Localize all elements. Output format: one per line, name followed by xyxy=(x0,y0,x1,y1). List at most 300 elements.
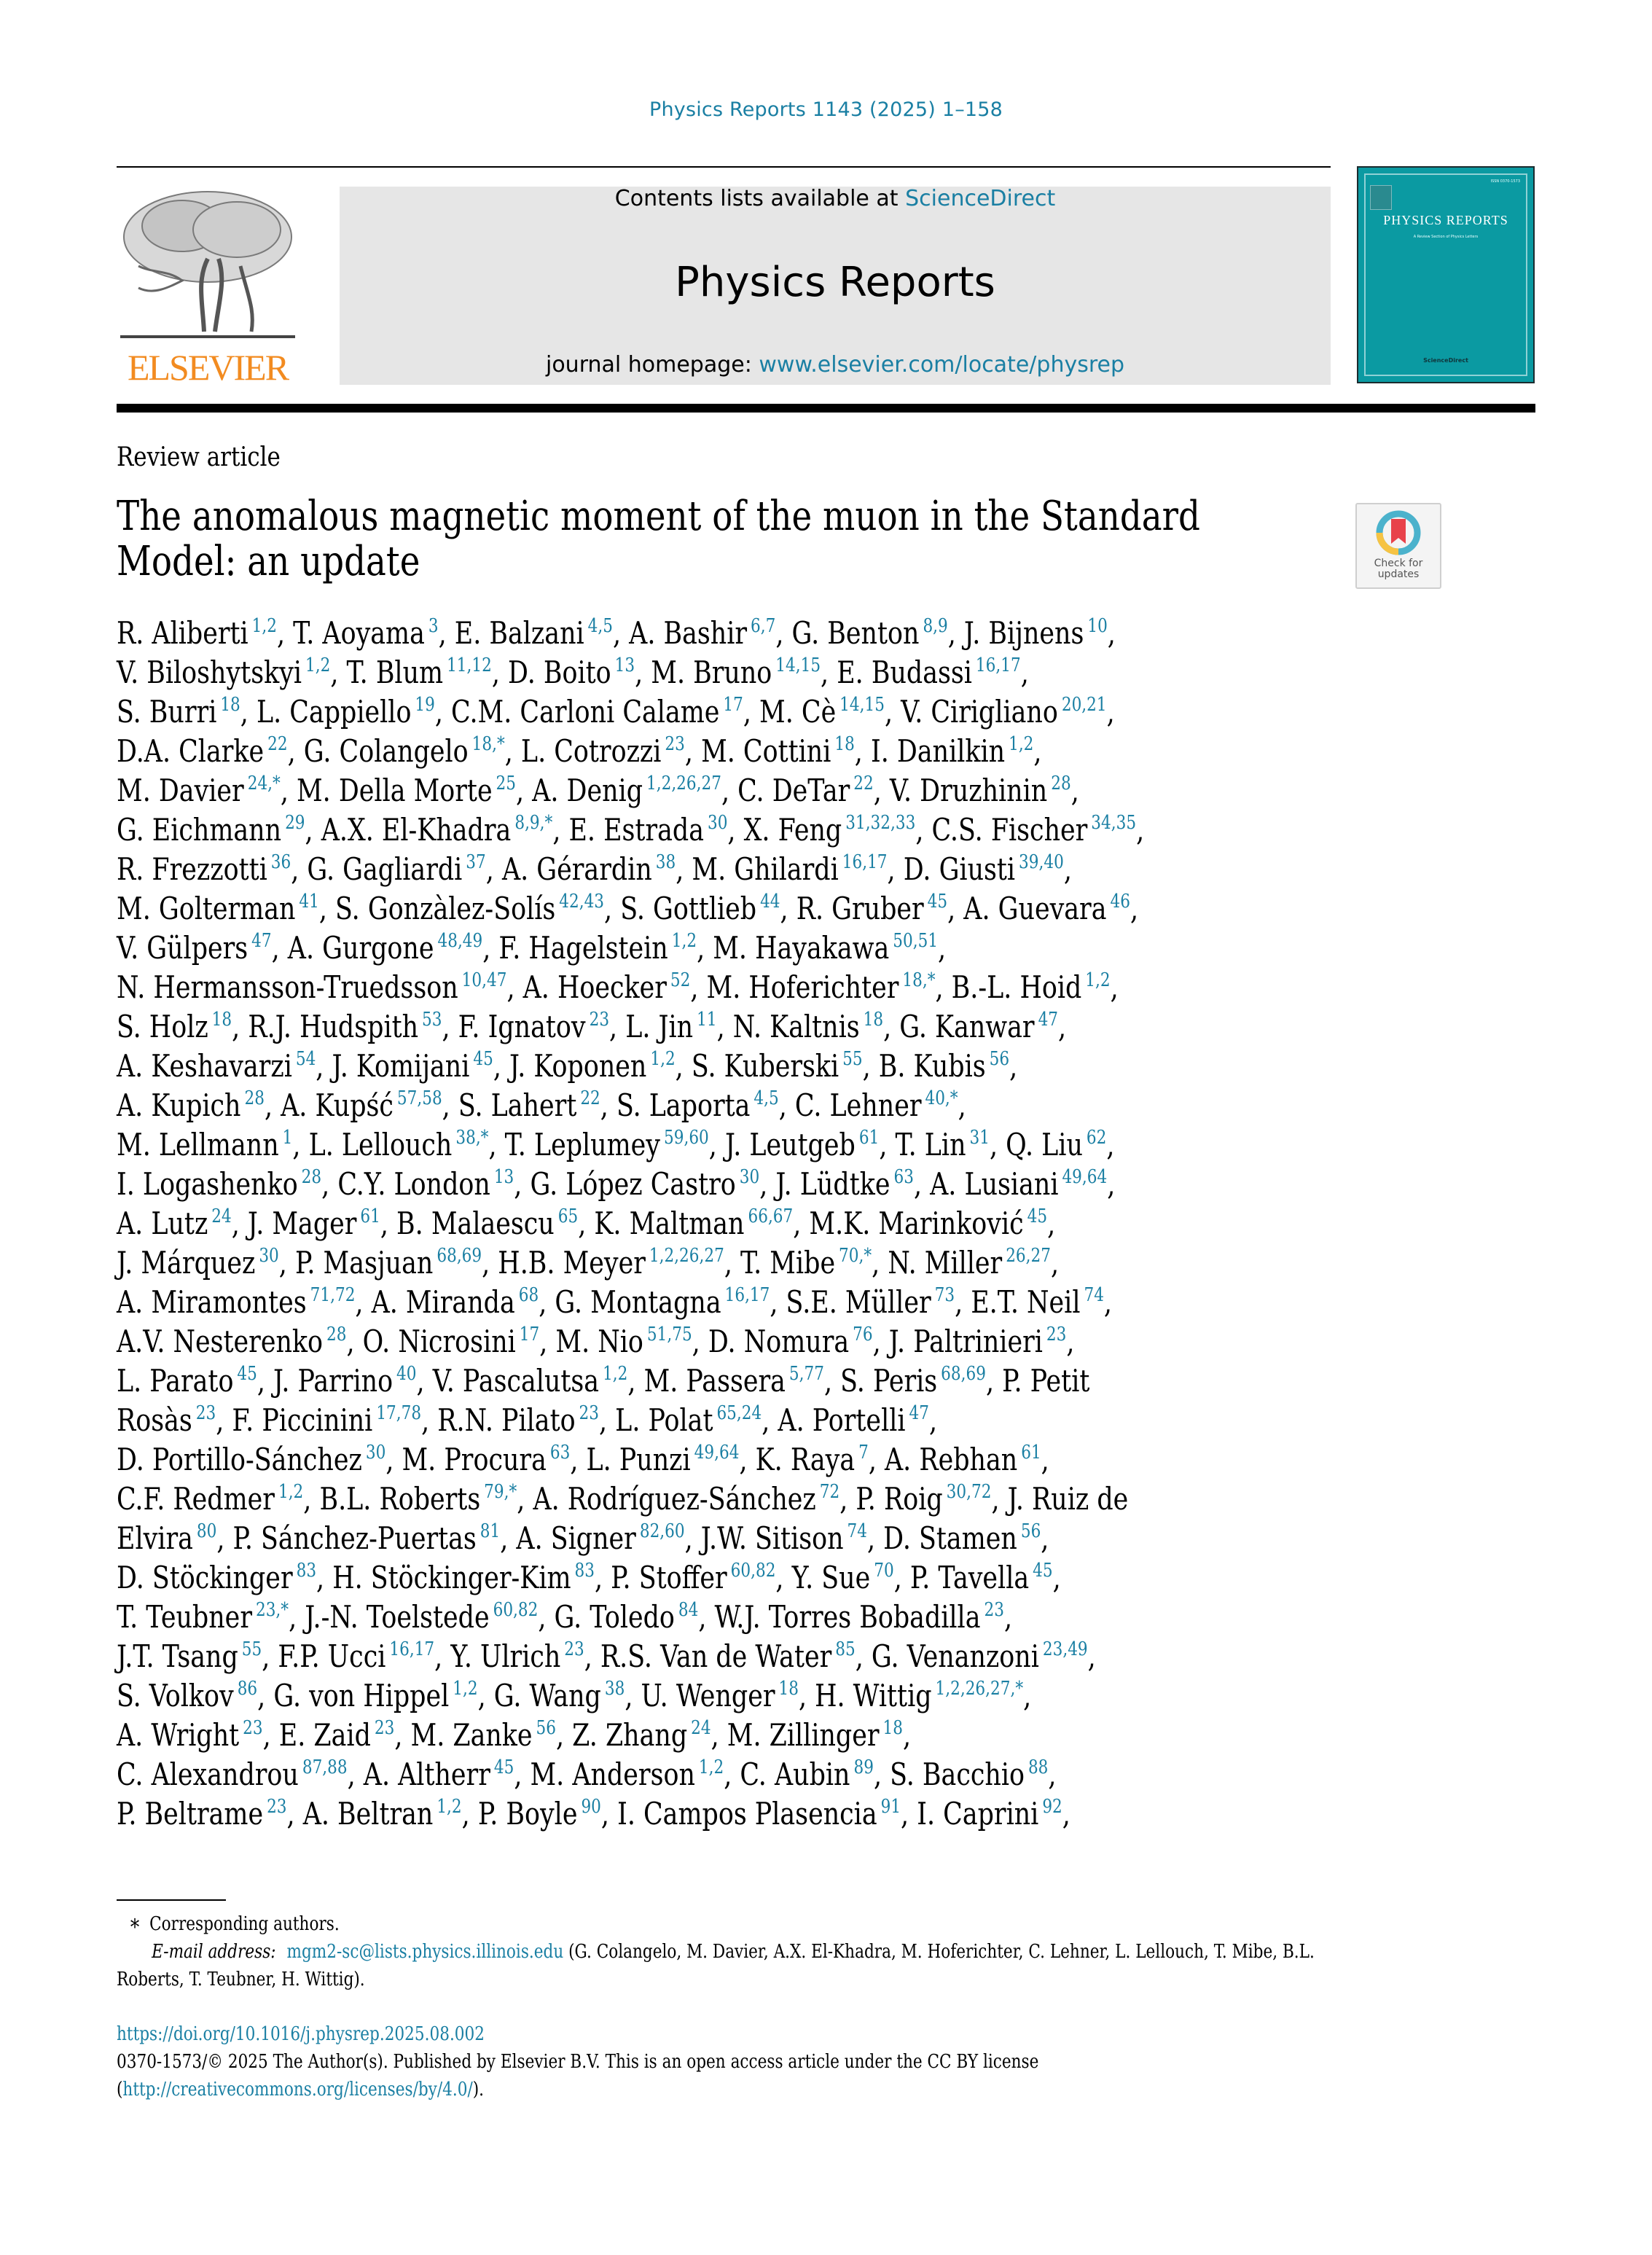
author-separator: , xyxy=(539,1324,556,1359)
author-name: K. Maltman xyxy=(594,1205,745,1241)
author-separator: , xyxy=(867,1520,884,1556)
author-name: P. Sánchez-Puertas xyxy=(232,1520,477,1556)
affiliation-link[interactable]: 24,* xyxy=(247,773,281,794)
affiliation-link[interactable]: 11 xyxy=(697,1009,717,1031)
elsevier-wordmark: ELSEVIER xyxy=(127,347,289,388)
author-separator: , xyxy=(958,1087,966,1123)
article-type: Review article xyxy=(117,442,281,472)
author-separator: , xyxy=(240,694,257,730)
affiliation-link[interactable]: 84 xyxy=(678,1599,699,1621)
affiliation-link[interactable]: 30 xyxy=(707,812,728,834)
author-name: G. Toledo xyxy=(554,1599,675,1635)
author-separator: , xyxy=(1052,1560,1061,1595)
affiliation-link[interactable]: 83 xyxy=(296,1560,317,1582)
author-name: G. Kanwar xyxy=(899,1009,1035,1044)
author-name: M. Bruno xyxy=(651,654,772,690)
affiliation-link[interactable]: 23 xyxy=(589,1009,610,1031)
affiliation-link[interactable]: 70,* xyxy=(839,1245,872,1267)
affiliation-link[interactable]: 1,2 xyxy=(278,1481,304,1503)
affiliation-link[interactable]: 23 xyxy=(243,1717,263,1739)
affiliation-link[interactable]: 17 xyxy=(723,694,743,716)
affiliation-link[interactable]: 68,69 xyxy=(941,1363,986,1385)
author-separator: , xyxy=(884,694,901,730)
author-separator: , xyxy=(1106,1127,1115,1162)
affiliation-link[interactable]: 18 xyxy=(863,1009,884,1031)
affiliation-link[interactable]: 87,88 xyxy=(302,1756,348,1778)
affiliation-link[interactable]: 30 xyxy=(739,1166,760,1188)
affiliation-link[interactable]: 90 xyxy=(581,1796,601,1818)
author-separator: , xyxy=(1023,1678,1032,1713)
affiliation-link[interactable]: 23 xyxy=(564,1638,584,1660)
affiliation-link[interactable]: 23,* xyxy=(255,1599,289,1621)
author-name: M. Passera xyxy=(643,1363,786,1399)
author-separator: , xyxy=(584,1638,600,1674)
affiliation-link[interactable]: 30 xyxy=(365,1442,386,1463)
affiliation-link[interactable]: 23 xyxy=(665,733,685,755)
author-separator: , xyxy=(1050,1245,1060,1281)
affiliation-link[interactable]: 45 xyxy=(493,1756,514,1778)
author-name: G. Gagliardi xyxy=(307,851,463,887)
affiliation-link[interactable]: 23,49 xyxy=(1042,1638,1088,1660)
author-separator: , xyxy=(985,1363,1003,1399)
affiliation-link[interactable]: 16,17 xyxy=(842,851,888,873)
affiliation-link[interactable]: 68 xyxy=(518,1284,539,1306)
author-name: M. Davier xyxy=(117,773,244,808)
affiliation-link[interactable]: 61 xyxy=(858,1127,880,1149)
author-name: J.W. Sitison xyxy=(700,1520,844,1556)
affiliation-link[interactable]: 25 xyxy=(496,773,517,794)
author-name: F. Hagelstein xyxy=(498,930,668,966)
author-name: J. Ruiz de xyxy=(1007,1481,1129,1517)
author-separator: , xyxy=(280,773,297,808)
author-name: A.X. El-Khadra xyxy=(321,812,512,848)
affiliation-link[interactable]: 40,* xyxy=(925,1087,958,1109)
affiliation-link[interactable]: 18 xyxy=(882,1717,903,1739)
author-name: S. Gonzàlez-Solís xyxy=(335,891,556,926)
affiliation-link[interactable]: 49,64 xyxy=(694,1442,740,1463)
affiliation-link[interactable]: 23 xyxy=(1046,1324,1067,1345)
affiliation-link[interactable]: 56 xyxy=(989,1048,1010,1070)
affiliation-link[interactable]: 36 xyxy=(270,851,291,873)
affiliation-link[interactable]: 72 xyxy=(819,1481,840,1503)
author-separator: , xyxy=(232,1009,248,1044)
author-separator: , xyxy=(493,1048,510,1084)
affiliation-link[interactable]: 18,* xyxy=(902,969,936,991)
author-separator: , xyxy=(461,1796,478,1832)
author-separator: , xyxy=(1041,1442,1049,1477)
affiliation-link[interactable]: 16,17 xyxy=(975,654,1021,676)
affiliation-link[interactable]: 39,40 xyxy=(1019,851,1064,873)
author-name: D. Nomura xyxy=(708,1324,850,1359)
affiliation-link[interactable]: 74 xyxy=(847,1520,868,1542)
cover-elsevier-icon xyxy=(1370,185,1392,210)
author-line xyxy=(117,732,1381,771)
author-name: M. Lellmann xyxy=(117,1127,279,1162)
author-separator: , xyxy=(854,733,871,769)
affiliation-link[interactable]: 74 xyxy=(1084,1284,1104,1306)
affiliation-link[interactable]: 85 xyxy=(835,1638,856,1660)
affiliation-link[interactable]: 60,82 xyxy=(493,1599,539,1621)
author-name: N. Hermansson-Truedsson xyxy=(117,969,458,1005)
author-name: T. Lin xyxy=(895,1127,966,1162)
affiliation-link[interactable]: 51,75 xyxy=(646,1324,692,1345)
affiliation-link[interactable]: 50,51 xyxy=(893,930,939,952)
author-name: M.K. Marinković xyxy=(809,1205,1024,1241)
author-name: O. Nicrosini xyxy=(362,1324,516,1359)
author-separator: , xyxy=(303,1481,320,1517)
affiliation-link[interactable]: 46 xyxy=(1110,891,1130,912)
affiliation-link[interactable]: 47 xyxy=(1038,1009,1059,1031)
author-separator: , xyxy=(556,1717,573,1753)
author-name: A.V. Nesterenko xyxy=(117,1324,324,1359)
author-separator: , xyxy=(604,891,621,926)
author-name: L. Cappiello xyxy=(256,694,412,730)
affiliation-link[interactable]: 52 xyxy=(670,969,691,991)
affiliation-link[interactable]: 63 xyxy=(549,1442,571,1463)
author-separator: , xyxy=(538,1599,555,1635)
affiliation-link[interactable]: 14,15 xyxy=(839,694,885,716)
affiliation-link[interactable]: 3 xyxy=(428,615,439,637)
affiliation-link[interactable]: 30,72 xyxy=(946,1481,992,1503)
affiliation-link[interactable]: 26,27 xyxy=(1006,1245,1051,1267)
affiliation-link[interactable]: 66,67 xyxy=(748,1205,794,1227)
affiliation-link[interactable]: 6,7 xyxy=(751,615,776,637)
author-name: R.N. Pilato xyxy=(437,1402,576,1438)
affiliation-link[interactable]: 1,2 xyxy=(1009,733,1034,755)
author-line xyxy=(117,1086,1381,1125)
header-rule xyxy=(117,166,1331,168)
author-name: K. Raya xyxy=(755,1442,856,1477)
author-name: Elvira xyxy=(117,1520,193,1556)
journal-homepage-link[interactable]: www.elsevier.com/locate/physrep xyxy=(759,352,1125,378)
affiliation-link[interactable]: 19 xyxy=(415,694,435,716)
author-separator: , xyxy=(442,1009,458,1044)
author-separator: , xyxy=(500,1520,517,1556)
author-separator: , xyxy=(292,1127,309,1162)
author-name: M. Zillinger xyxy=(727,1717,880,1753)
author-name: C. Aubin xyxy=(740,1756,850,1792)
affiliation-link[interactable]: 1,2 xyxy=(671,930,697,952)
author-separator: , xyxy=(692,1324,708,1359)
affiliation-link[interactable]: 1,2 xyxy=(251,615,277,637)
affiliation-link[interactable]: 91 xyxy=(880,1796,901,1818)
author-name: V. Biloshytskyi xyxy=(117,654,302,690)
affiliation-link[interactable]: 28 xyxy=(301,1166,322,1188)
affiliation-link[interactable]: 1,2 xyxy=(453,1678,478,1700)
author-separator: , xyxy=(600,1796,618,1832)
author-name: A. Rodríguez-Sánchez xyxy=(533,1481,816,1517)
journal-cover-thumbnail[interactable] xyxy=(1357,166,1535,383)
affiliation-link[interactable]: 1,2,26,27 xyxy=(649,1245,724,1267)
affiliation-link[interactable]: 31 xyxy=(969,1127,990,1149)
affiliation-link[interactable]: 1,2 xyxy=(698,1756,724,1778)
author-separator: , xyxy=(778,1087,795,1123)
affiliation-link[interactable]: 18,* xyxy=(471,733,505,755)
affiliation-link[interactable]: 38 xyxy=(604,1678,625,1700)
affiliation-link[interactable]: 82,60 xyxy=(639,1520,685,1542)
author-separator: , xyxy=(872,1245,888,1281)
affiliation-link[interactable]: 10,47 xyxy=(461,969,507,991)
author-separator: , xyxy=(380,1205,397,1241)
author-line xyxy=(117,1322,1381,1361)
affiliation-link[interactable]: 56 xyxy=(1020,1520,1041,1542)
email-names-cont: Roberts, T. Teubner, H. Wittig). xyxy=(117,1969,365,1990)
author-name: Rosàs xyxy=(117,1402,192,1438)
affiliation-link[interactable]: 8,9,* xyxy=(514,812,553,834)
author-separator: , xyxy=(1070,773,1079,808)
author-name: S. Burri xyxy=(117,694,217,730)
author-separator: , xyxy=(231,1205,248,1241)
affiliation-link[interactable]: 4,5 xyxy=(587,615,614,637)
doi-link[interactable]: https://doi.org/10.1016/j.physrep.2025.08.002 xyxy=(117,2023,485,2045)
affiliation-link[interactable]: 1,2 xyxy=(650,1048,676,1070)
affiliation-link[interactable]: 30 xyxy=(259,1245,279,1267)
author-separator: , xyxy=(793,1205,810,1241)
email-link[interactable]: mgm2-sc@lists.physics.illinois.edu xyxy=(286,1941,564,1963)
author-line xyxy=(117,1165,1381,1204)
affiliation-link[interactable]: 28 xyxy=(326,1324,347,1345)
affiliation-link[interactable]: 80 xyxy=(196,1520,217,1542)
author-name: M. Della Morte xyxy=(296,773,493,808)
affiliation-link[interactable]: 18 xyxy=(220,694,240,716)
author-separator: , xyxy=(873,773,890,808)
author-name: T. Blum xyxy=(346,654,444,690)
author-separator: , xyxy=(873,1756,890,1792)
affiliation-link[interactable]: 68,69 xyxy=(437,1245,482,1267)
check-for-updates-button[interactable] xyxy=(1355,503,1441,589)
affiliation-link[interactable]: 16,17 xyxy=(389,1638,435,1660)
author-separator: , xyxy=(504,733,521,769)
author-separator: , xyxy=(928,1402,938,1438)
author-name: A. Lusiani xyxy=(930,1166,1059,1202)
affiliation-link[interactable]: 61 xyxy=(360,1205,380,1227)
affiliation-link[interactable]: 11,12 xyxy=(447,654,492,676)
affiliation-link[interactable]: 54 xyxy=(295,1048,316,1070)
author-name: L. Jin xyxy=(625,1009,694,1044)
affiliation-link[interactable]: 1,2,26,27,* xyxy=(935,1678,1024,1700)
affiliation-link[interactable]: 37 xyxy=(466,851,486,873)
affiliation-link[interactable]: 29 xyxy=(285,812,305,834)
author-name: L. Parato xyxy=(117,1363,234,1399)
author-separator: , xyxy=(770,1284,786,1320)
affiliation-link[interactable]: 17 xyxy=(519,1324,540,1345)
affiliation-link[interactable]: 73 xyxy=(934,1284,955,1306)
author-name: N. Miller xyxy=(888,1245,1003,1281)
author-separator: , xyxy=(855,1638,872,1674)
affiliation-link[interactable]: 18 xyxy=(211,1009,232,1031)
author-name: E. Budassi xyxy=(837,654,972,690)
author-separator: , xyxy=(613,615,630,651)
author-separator: , xyxy=(416,1363,433,1399)
author-separator: , xyxy=(321,1166,338,1202)
affiliation-link[interactable]: 45 xyxy=(927,891,948,912)
affiliation-link[interactable]: 79,* xyxy=(484,1481,517,1503)
affiliation-link[interactable]: 47 xyxy=(909,1402,929,1424)
affiliation-link[interactable]: 86 xyxy=(237,1678,258,1700)
author-name: E. Balzani xyxy=(454,615,584,651)
affiliation-link[interactable]: 1,2 xyxy=(603,1363,628,1385)
author-name: B.-L. Hoid xyxy=(951,969,1082,1005)
affiliation-link[interactable]: 60,82 xyxy=(730,1560,776,1582)
author-separator: , xyxy=(710,1717,727,1753)
author-name: P. Petit xyxy=(1002,1363,1090,1399)
affiliation-link[interactable]: 55 xyxy=(241,1638,262,1660)
affiliation-link[interactable]: 45 xyxy=(237,1363,257,1385)
affiliation-link[interactable]: 76 xyxy=(853,1324,873,1345)
elsevier-logo[interactable] xyxy=(117,186,299,387)
author-separator: , xyxy=(488,1127,505,1162)
author-name: F. Piccinini xyxy=(232,1402,373,1438)
affiliation-link[interactable]: 23 xyxy=(579,1402,600,1424)
author-line xyxy=(117,614,1381,653)
affiliation-link[interactable]: 5,77 xyxy=(788,1363,824,1385)
author-name: S. Peris xyxy=(840,1363,938,1399)
author-name: M. Cè xyxy=(759,694,837,730)
affiliation-link[interactable]: 18 xyxy=(778,1678,799,1700)
affiliation-link[interactable]: 20,21 xyxy=(1061,694,1107,716)
affiliation-link[interactable]: 17,78 xyxy=(376,1402,422,1424)
affiliation-link[interactable]: 28 xyxy=(1051,773,1071,794)
author-name: S. Laporta xyxy=(616,1087,751,1123)
affiliation-link[interactable]: 1,2 xyxy=(437,1796,462,1818)
author-name: A. Lutz xyxy=(117,1205,208,1241)
affiliation-link[interactable]: 1,2,26,27 xyxy=(646,773,721,794)
affiliation-link[interactable]: 16,17 xyxy=(724,1284,770,1306)
author-separator: , xyxy=(868,1442,885,1477)
asterisk-icon: ∗ xyxy=(128,1910,141,1936)
author-separator: , xyxy=(594,1560,611,1595)
author-separator: , xyxy=(989,1127,1006,1162)
affiliation-link[interactable]: 18 xyxy=(834,733,855,755)
affiliation-link[interactable]: 45 xyxy=(1033,1560,1053,1582)
author-name: D. Stöckinger xyxy=(117,1560,293,1595)
affiliation-link[interactable]: 1 xyxy=(282,1127,293,1149)
author-name: Y. Ulrich xyxy=(450,1638,561,1674)
author-separator: , xyxy=(316,1048,332,1084)
affiliation-link[interactable]: 42,43 xyxy=(559,891,605,912)
affiliation-link[interactable]: 1,2 xyxy=(305,654,331,676)
affiliation-link[interactable]: 89 xyxy=(853,1756,874,1778)
affiliation-link[interactable]: 49,64 xyxy=(1062,1166,1108,1188)
masthead-rule xyxy=(117,404,1535,413)
author-name: X. Feng xyxy=(743,812,842,848)
affiliation-link[interactable]: 4,5 xyxy=(753,1087,779,1109)
author-name: A. Keshavarzi xyxy=(117,1048,292,1084)
affiliation-link[interactable]: 47 xyxy=(251,930,272,952)
author-name: T. Leplumey xyxy=(504,1127,661,1162)
affiliation-link[interactable]: 45 xyxy=(473,1048,493,1070)
author-name: A. Denig xyxy=(532,773,643,808)
affiliation-link[interactable]: 28 xyxy=(244,1087,265,1109)
author-line xyxy=(117,1047,1381,1086)
affiliation-link[interactable]: 10 xyxy=(1087,615,1108,637)
affiliation-link[interactable]: 61 xyxy=(1021,1442,1041,1463)
author-separator: , xyxy=(346,1324,363,1359)
affiliation-link[interactable]: 65 xyxy=(557,1205,579,1227)
author-separator: , xyxy=(286,1796,303,1832)
affiliation-link[interactable]: 63 xyxy=(893,1166,914,1188)
affiliation-link[interactable]: 8,9 xyxy=(923,615,948,637)
affiliation-link[interactable]: 59,60 xyxy=(663,1127,709,1149)
author-separator: , xyxy=(539,1284,555,1320)
affiliation-link[interactable]: 22 xyxy=(853,773,874,794)
affiliation-link[interactable]: 24 xyxy=(211,1205,232,1227)
author-name: C. Alexandrou xyxy=(117,1756,299,1792)
affiliation-link[interactable]: 13 xyxy=(493,1166,514,1188)
affiliation-link[interactable]: 53 xyxy=(422,1009,442,1031)
affiliation-link[interactable]: 23 xyxy=(195,1402,216,1424)
affiliation-link[interactable]: 7 xyxy=(858,1442,869,1463)
homepage-prefix: journal homepage: xyxy=(545,352,759,378)
affiliation-link[interactable]: 92 xyxy=(1042,1796,1062,1818)
contents-prefix: Contents lists available at xyxy=(614,186,906,211)
author-name: J. Koponen xyxy=(509,1048,647,1084)
author-separator: , xyxy=(289,1599,305,1635)
author-separator: , xyxy=(627,1363,644,1399)
author-separator: , xyxy=(305,812,321,848)
footnotes xyxy=(117,1910,1508,1993)
affiliation-link[interactable]: 23 xyxy=(374,1717,395,1739)
affiliation-link[interactable]: 48,49 xyxy=(437,930,483,952)
author-separator: , xyxy=(570,1442,587,1477)
affiliation-link[interactable]: 31,32,33 xyxy=(845,812,916,834)
affiliation-link[interactable]: 1,2 xyxy=(1085,969,1111,991)
affiliation-link[interactable]: 45 xyxy=(1027,1205,1048,1227)
affiliation-link[interactable]: 34,35 xyxy=(1091,812,1137,834)
affiliation-link[interactable]: 83 xyxy=(574,1560,595,1582)
journal-reference-link[interactable]: Physics Reports 1143 (2025) 1–158 xyxy=(649,98,1003,121)
author-separator: , xyxy=(485,851,502,887)
affiliation-link[interactable]: 57,58 xyxy=(396,1087,442,1109)
author-name: L. Polat xyxy=(615,1402,713,1438)
affiliation-link[interactable]: 41 xyxy=(299,891,319,912)
affiliation-link[interactable]: 40 xyxy=(396,1363,417,1385)
affiliation-link[interactable]: 88 xyxy=(1027,1756,1049,1778)
affiliation-link[interactable]: 38,* xyxy=(455,1127,489,1149)
license-link[interactable]: http://creativecommons.org/licenses/by/4.0/ xyxy=(122,2079,473,2100)
author-separator: , xyxy=(442,1087,458,1123)
affiliation-link[interactable]: 44 xyxy=(760,891,780,912)
affiliation-link[interactable]: 13 xyxy=(614,654,635,676)
affiliation-link[interactable]: 23 xyxy=(984,1599,1004,1621)
author-name: C.S. Fischer xyxy=(931,812,1088,848)
cover-title: PHYSICS REPORTS xyxy=(1383,213,1508,227)
author-separator: , xyxy=(780,891,796,926)
affiliation-link[interactable]: 23 xyxy=(267,1796,287,1818)
affiliation-link[interactable]: 38 xyxy=(655,851,676,873)
affiliation-link[interactable]: 22 xyxy=(267,733,288,755)
author-separator: , xyxy=(421,1402,438,1438)
affiliation-link[interactable]: 56 xyxy=(536,1717,557,1739)
author-line xyxy=(117,771,1381,810)
sciencedirect-link[interactable]: ScienceDirect xyxy=(905,186,1056,211)
affiliation-link[interactable]: 62 xyxy=(1086,1127,1107,1149)
affiliation-link[interactable]: 70 xyxy=(874,1560,894,1582)
affiliation-link[interactable]: 71,72 xyxy=(310,1284,356,1306)
author-separator: , xyxy=(355,1284,372,1320)
affiliation-link[interactable]: 14,15 xyxy=(775,654,821,676)
affiliation-link[interactable]: 22 xyxy=(580,1087,600,1109)
author-name: W.J. Torres Bobadilla xyxy=(714,1599,981,1635)
affiliation-link[interactable]: 65,24 xyxy=(716,1402,762,1424)
affiliation-link[interactable]: 55 xyxy=(842,1048,863,1070)
affiliation-link[interactable]: 24 xyxy=(691,1717,711,1739)
elsevier-tree-icon xyxy=(117,186,299,343)
affiliation-link[interactable]: 81 xyxy=(479,1520,501,1542)
author-separator: , xyxy=(708,1127,725,1162)
check-updates-icon xyxy=(1374,509,1422,557)
author-name: D. Stamen xyxy=(883,1520,1017,1556)
